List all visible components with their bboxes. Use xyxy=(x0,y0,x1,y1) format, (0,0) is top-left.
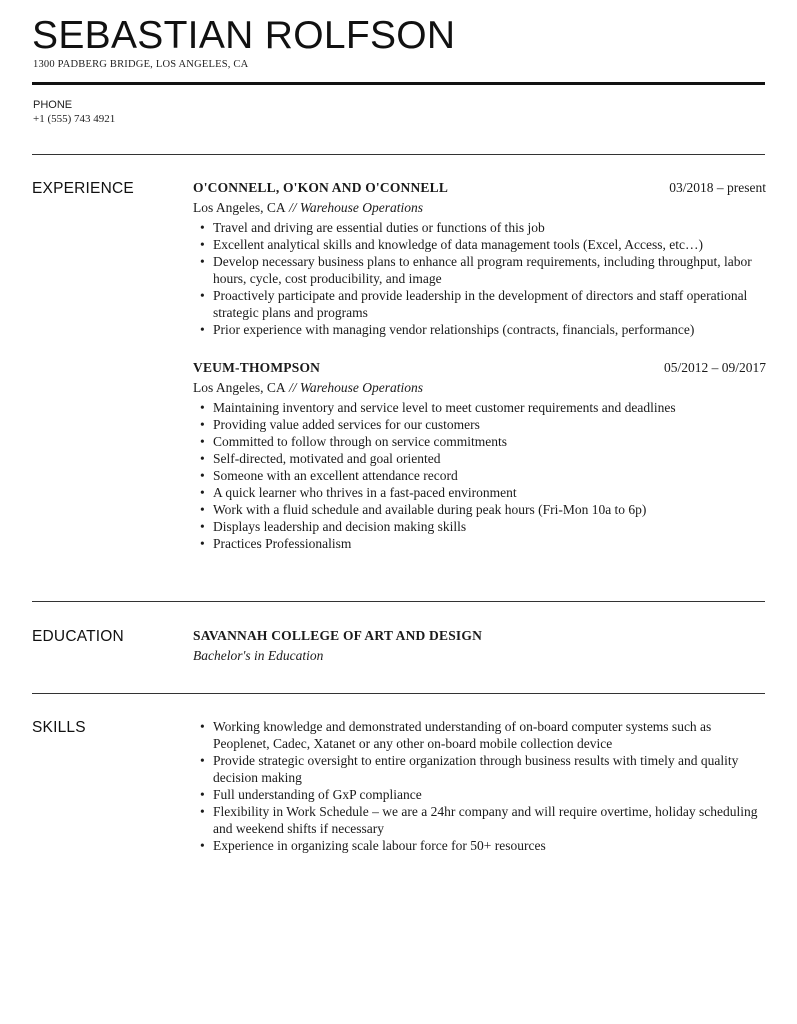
section-divider xyxy=(32,693,765,694)
company-name: O'CONNELL, O'KON AND O'CONNELL xyxy=(193,180,449,195)
job-location: Los Angeles, CA xyxy=(193,200,286,215)
skill-item: • Working knowledge and demonstrated understanding of on-board computer systems such as Peoplenet, Cadec, Xatanet or any other on-board mobile collection device xyxy=(213,718,766,752)
job-location: Los Angeles, CA xyxy=(193,380,286,395)
bullet-item: • Committed to follow through on service commitments xyxy=(213,433,766,450)
job-dates: 03/2018 – present xyxy=(669,180,766,195)
bullet-item: • Travel and driving are essential duties or functions of this job xyxy=(213,219,766,236)
skills-section xyxy=(193,718,766,854)
job-bullets xyxy=(193,219,766,338)
bullet-item: • Self-directed, motivated and goal oriented xyxy=(213,450,766,467)
bullet-item: • Work with a fluid schedule and available during peak hours (Fri-Mon 10a to 6p) xyxy=(213,501,766,518)
section-divider xyxy=(32,154,765,155)
job-dates: 05/2012 – 09/2017 xyxy=(663,360,766,375)
address: 1300 PADBERG BRIDGE, LOS ANGELES, CA xyxy=(33,59,249,70)
header-divider xyxy=(32,82,765,85)
job-title: Warehouse Operations xyxy=(299,200,424,215)
bullet-item: • Proactively participate and provide leadership in the development of directors and staff operational strategic plans and programs xyxy=(213,287,766,321)
job-entry xyxy=(193,359,766,552)
bullet-item: • Maintaining inventory and service level to meet customer requirements and deadlines xyxy=(213,399,766,416)
section-divider xyxy=(32,601,765,602)
bullet-item: • Practices Professionalism xyxy=(213,535,766,552)
job-bullets xyxy=(193,399,766,552)
skills-heading: SKILLS xyxy=(32,719,86,736)
skill-item: • Provide strategic oversight to entire organization through business results with timely and quality decision making xyxy=(213,752,766,786)
education-heading: EDUCATION xyxy=(32,628,124,645)
role-separator: // xyxy=(285,200,300,215)
experience-heading: EXPERIENCE xyxy=(32,180,134,197)
phone-number: +1 (555) 743 4921 xyxy=(33,113,116,125)
bullet-item: • Develop necessary business plans to enhance all program requirements, including throughput, labor hours, cycle, cost producibility, and image xyxy=(213,253,766,287)
skill-item: • Experience in organizing scale labour force for 50+ resources xyxy=(213,837,766,854)
school-name: SAVANNAH COLLEGE OF ART AND DESIGN xyxy=(193,628,483,643)
phone-label: PHONE xyxy=(33,99,73,111)
bullet-item: • Excellent analytical skills and knowledge of data management tools (Excel, Access, etc…) xyxy=(213,236,766,253)
bullet-item: • Someone with an excellent attendance record xyxy=(213,467,766,484)
skill-item: • Full understanding of GxP compliance xyxy=(213,786,766,803)
candidate-name: SEBASTIAN ROLFSON xyxy=(32,14,456,57)
education-section xyxy=(193,627,766,667)
experience-section xyxy=(193,179,766,552)
degree: Bachelor's in Education xyxy=(193,648,324,663)
job-title: Warehouse Operations xyxy=(299,380,424,395)
job-entry xyxy=(193,179,766,338)
bullet-item: • A quick learner who thrives in a fast-paced environment xyxy=(213,484,766,501)
skills-list xyxy=(193,718,766,854)
role-separator: // xyxy=(285,380,300,395)
bullet-item: • Displays leadership and decision making skills xyxy=(213,518,766,535)
skill-item: • Flexibility in Work Schedule – we are a 24hr company and will require overtime, holiday scheduling and weekend shifts if necessary xyxy=(213,803,766,837)
bullet-item: • Providing value added services for our customers xyxy=(213,416,766,433)
company-name: VEUM-THOMPSON xyxy=(193,360,321,375)
bullet-item: • Prior experience with managing vendor relationships (contracts, financials, performance) xyxy=(213,321,766,338)
